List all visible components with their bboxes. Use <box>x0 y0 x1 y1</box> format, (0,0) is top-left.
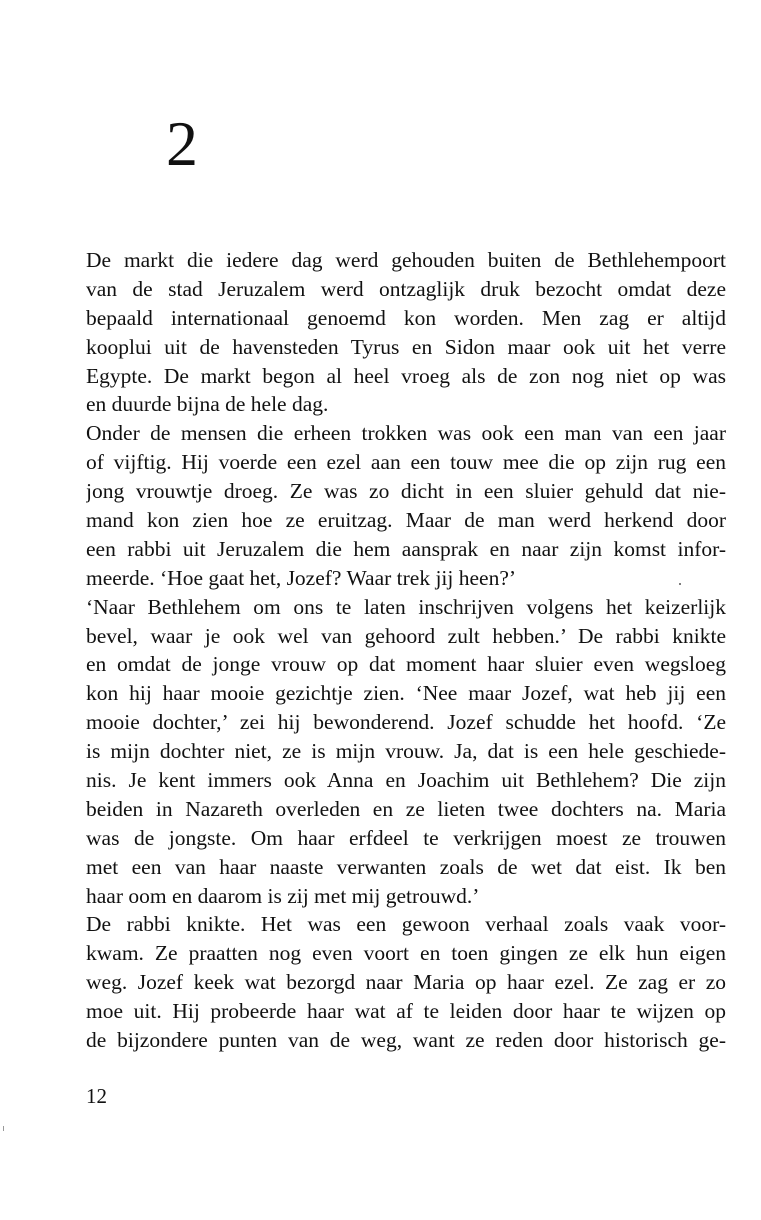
page-number: 12 <box>86 1084 107 1108</box>
text-line: kooplui uit de havensteden Tyrus en Sidon maar ook uit het verre <box>86 334 726 359</box>
chapter-number: 2 <box>166 108 198 179</box>
text-line: De rabbi knikte. Het was een gewoon verhaal zoals vaak voor- <box>86 912 726 937</box>
text-line: bevel, waar je ook wel van gehoord zult hebben.’ De rabbi knikte <box>86 623 726 648</box>
text-line: met een van haar naaste verwanten zoals de wet dat eist. Ik ben <box>86 854 726 879</box>
text-line: is mijn dochter niet, ze is mijn vrouw. Ja, dat is een hele geschiede- <box>86 739 726 764</box>
text-line: meerde. ‘Hoe gaat het, Jozef? Waar trek jij heen?’ <box>86 565 517 590</box>
text-line: bepaald internationaal genoemd kon worden. Men zag er altijd <box>86 305 726 330</box>
body-text <box>86 246 726 1055</box>
text-line: Egypte. De markt begon al heel vroeg als de zon nog niet op was <box>86 363 726 388</box>
text-line: was de jongste. Om haar erfdeel te verkrijgen moest ze trouwen <box>86 825 726 850</box>
text-line: of vijftig. Hij voerde een ezel aan een touw mee die op zijn rug een <box>86 450 726 475</box>
text-line: De markt die iedere dag werd gehouden buiten de Bethlehempoort <box>86 248 726 272</box>
speck-mark <box>679 583 681 585</box>
text-line: een rabbi uit Jeruzalem die hem aansprak en naar zijn komst infor- <box>86 536 726 561</box>
text-line: ‘Naar Bethlehem om ons te laten inschrijven volgens het keizerlijk <box>86 594 726 619</box>
text-line: jong vrouwtje droeg. Ze was zo dicht in een sluier gehuld dat nie- <box>86 479 726 504</box>
text-line: mand kon zien hoe ze eruitzag. Maar de man werd herkend door <box>86 508 726 533</box>
text-line: haar oom en daarom is zij met mij getrouwd.’ <box>86 883 480 908</box>
text-line: van de stad Jeruzalem werd ontzaglijk druk bezocht omdat deze <box>86 276 726 301</box>
edge-mark <box>3 1126 4 1131</box>
text-line: de bijzondere punten van de weg, want ze reden door historisch ge- <box>86 1028 726 1053</box>
text-line: weg. Jozef keek wat bezorgd naar Maria op haar ezel. Ze zag er zo <box>86 970 726 995</box>
text-line: kwam. Ze praatten nog even voort en toen gingen ze elk hun eigen <box>86 941 726 966</box>
text-line: kon hij haar mooie gezichtje zien. ‘Nee maar Jozef, wat heb jij een <box>86 681 726 706</box>
text-line: beiden in Nazareth overleden en ze lieten twee dochters na. Maria <box>86 796 726 821</box>
text-line: Onder de mensen die erheen trokken was ook een man van een jaar <box>86 421 726 446</box>
text-line: en omdat de jonge vrouw op dat moment haar sluier even wegsloeg <box>86 652 726 677</box>
text-line: moe uit. Hij probeerde haar wat af te leiden door haar te wijzen op <box>86 999 726 1024</box>
text-line: en duurde bijna de hele dag. <box>86 392 329 417</box>
text-line: nis. Je kent immers ook Anna en Joachim uit Bethlehem? Die zijn <box>86 768 726 793</box>
text-line: mooie dochter,’ zei hij bewonderend. Jozef schudde het hoofd. ‘Ze <box>86 710 726 735</box>
